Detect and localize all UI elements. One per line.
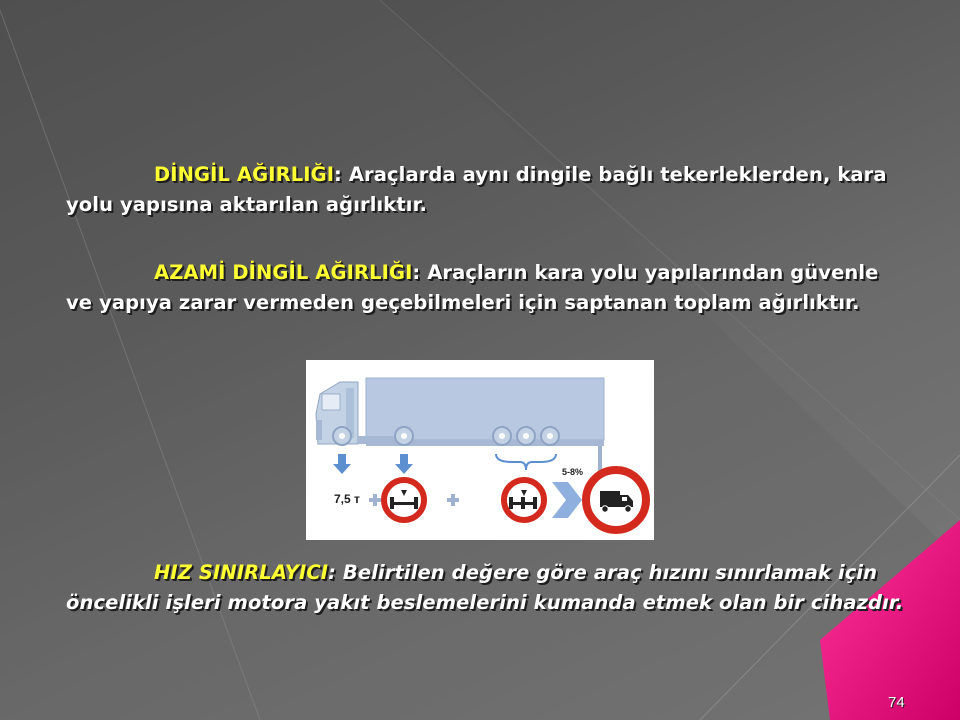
tandem-brace — [496, 454, 556, 470]
term-azami-dingil-agirligi: AZAMİ DİNGİL AĞIRLIĞI — [154, 261, 413, 284]
chevron-arrow-icon — [552, 482, 582, 518]
paragraph-azami-dingil-agirligi — [66, 258, 906, 318]
term-hiz-sinirlayici: HIZ SINIRLAYICI — [154, 561, 329, 584]
weight-label: 7,5 т — [334, 492, 360, 506]
paragraph-hiz-sinirlayici — [66, 558, 906, 618]
page-number: 74 — [888, 694, 905, 711]
percent-label: 5-8% — [562, 467, 584, 477]
definition-azami-dingil-agirligi: : Araçların kara yolu yapılarından güvenle ve yapıya zarar vermeden geçebilmeleri için saptanan toplam ağırlıktır. — [66, 261, 879, 314]
definition-dingil-agirligi: : Araçlarda aynı dingile bağlı tekerleklerden, kara yolu yapısına aktarılan ağırlıktır. — [66, 163, 887, 216]
axle-weight-illustration — [306, 360, 654, 540]
no-trucks-sign-icon — [586, 470, 646, 530]
down-arrow-icons — [333, 454, 413, 474]
paragraph-dingil-agirligi — [66, 160, 906, 220]
definition-hiz-sinirlayici: : Belirtilen değere göre araç hızını sınırlamak için öncelikli işleri motora yakıt beslemelerini kumanda etmek olan bir cihazdır. — [66, 561, 904, 614]
term-dingil-agirligi: DİNGİL AĞIRLIĞI — [154, 163, 335, 186]
axle-weight-sign-icon — [384, 480, 424, 520]
tandem-axle-weight-sign-icon — [504, 480, 544, 520]
